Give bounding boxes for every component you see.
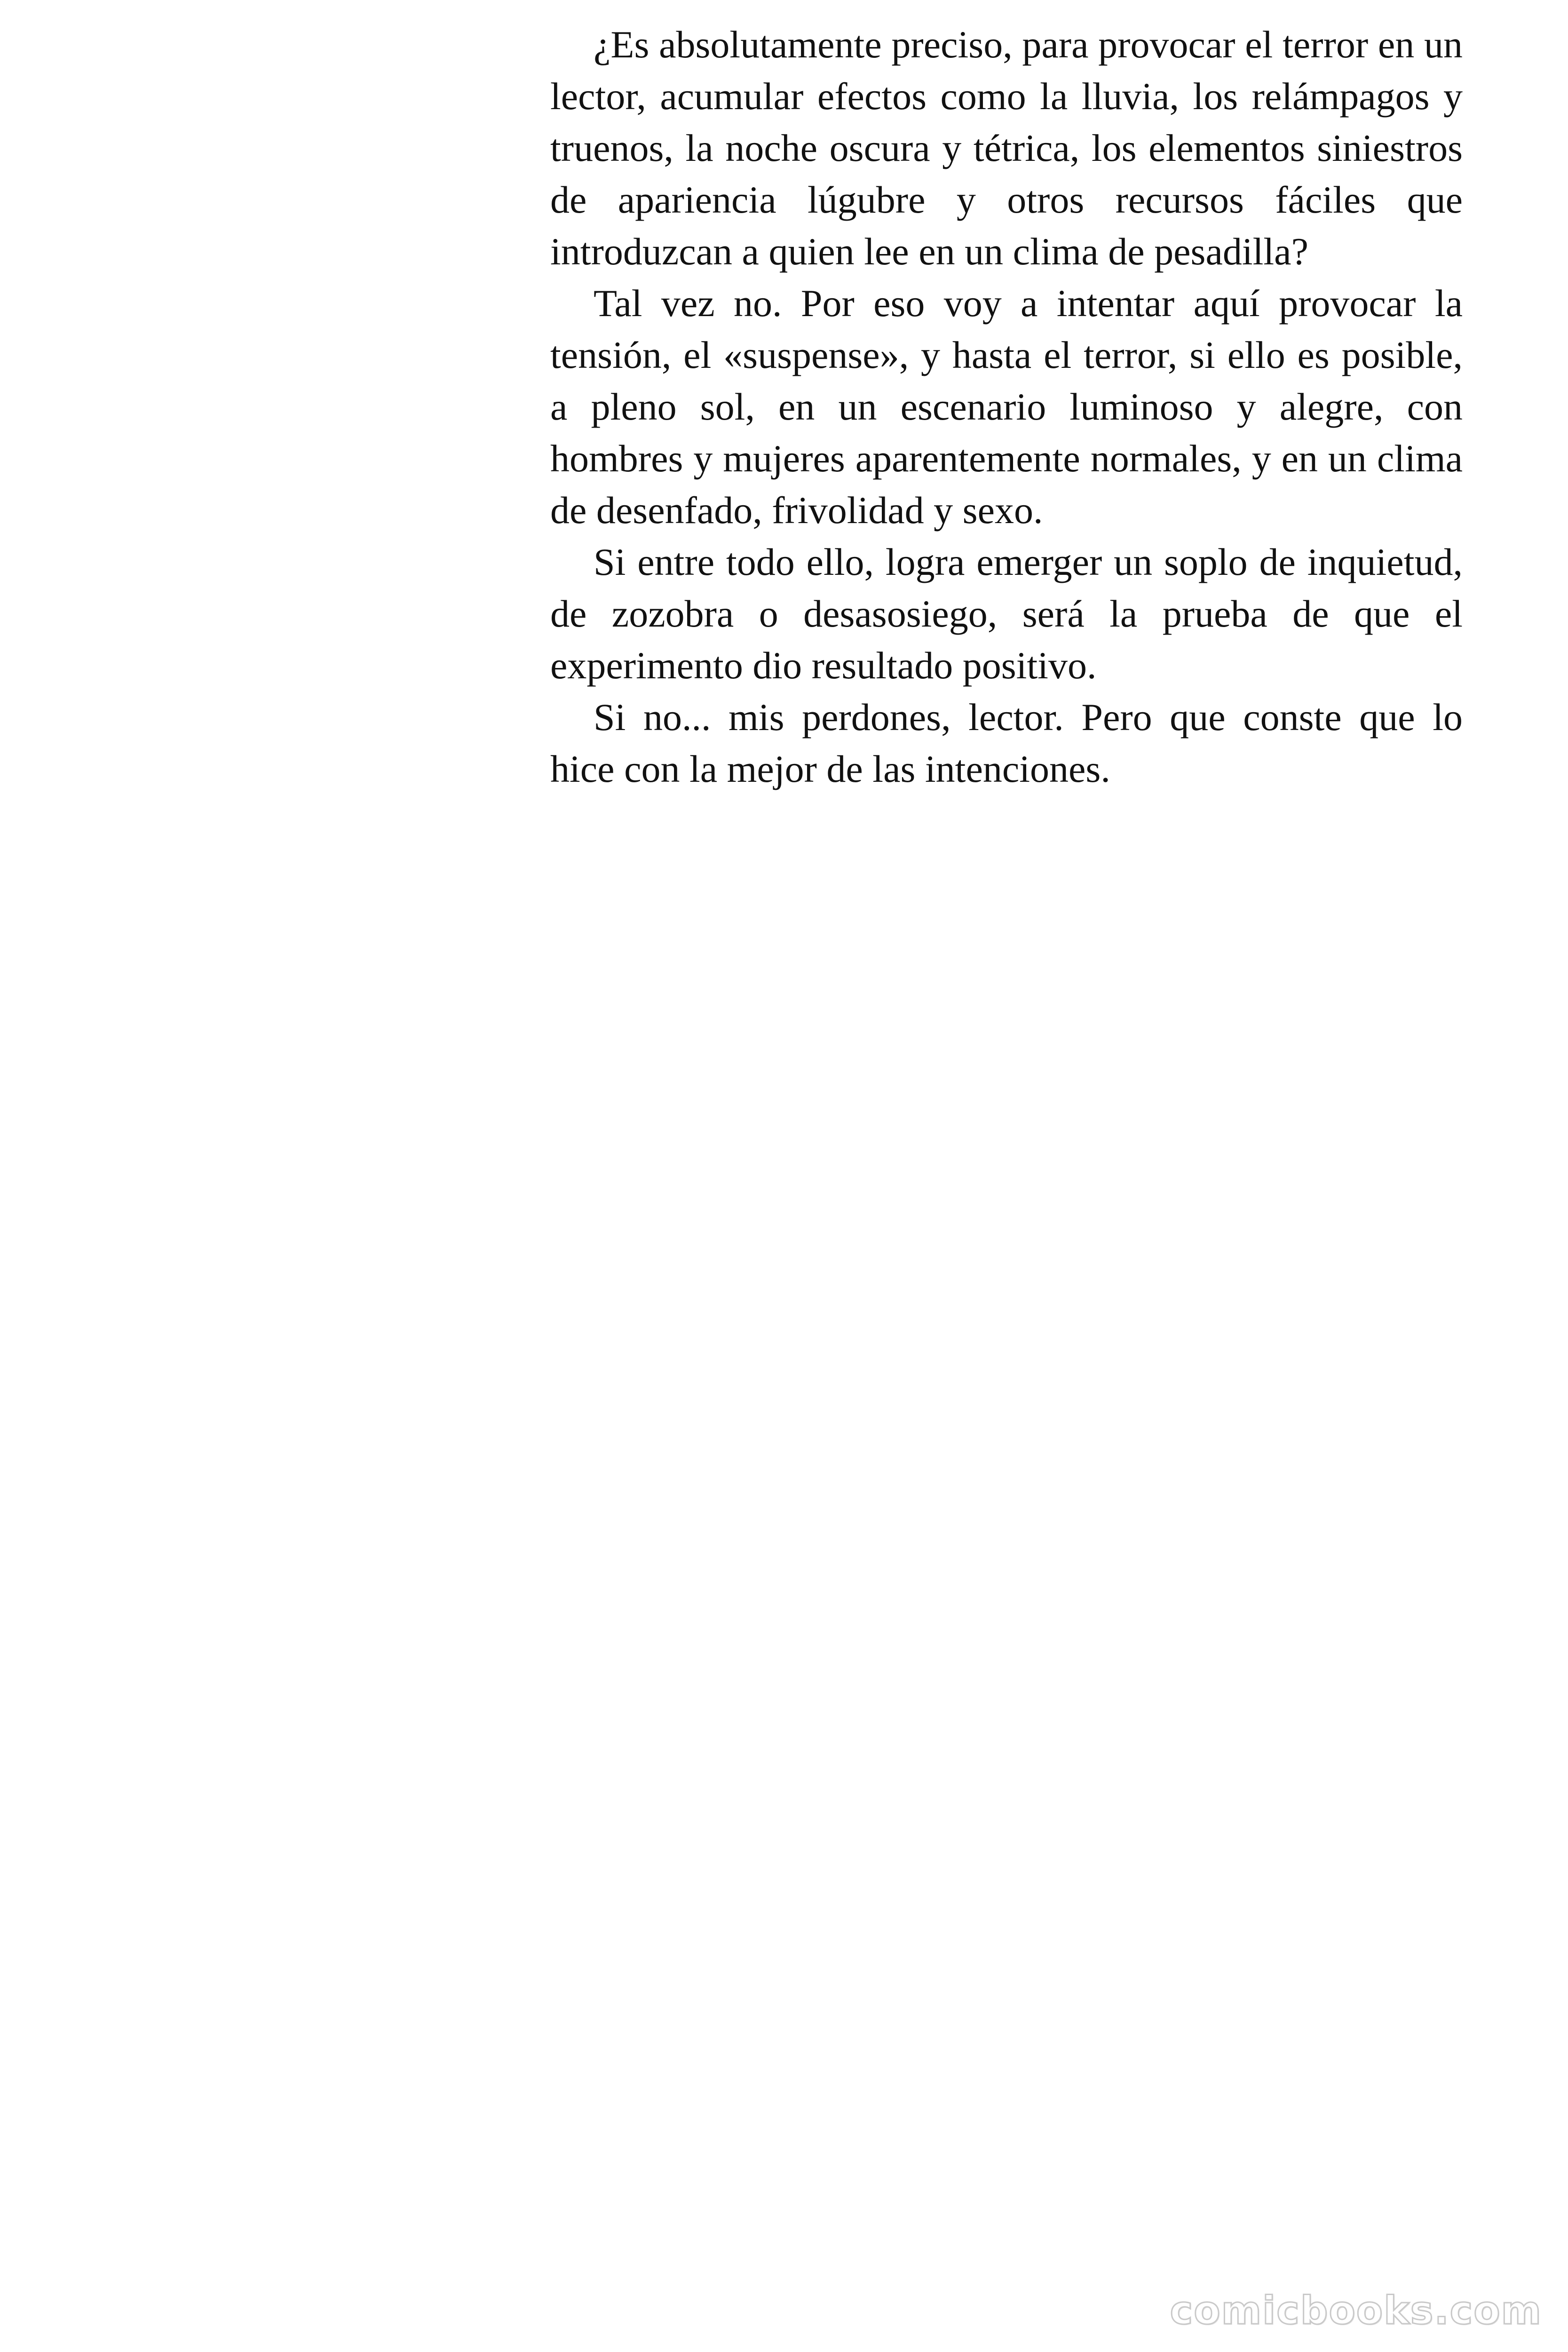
paragraph: ¿Es absolutamente preciso, para provocar el terror en un lector, acumular efectos como la lluvia, los relámpagos y truenos, la noche oscura y tétrica, los elementos siniestros de apariencia lúgubre y otros recursos fáciles que introduzcan a quien lee en un clima de pesadilla? — [550, 23, 1463, 273]
body-text — [550, 19, 1463, 795]
paragraph: Si entre todo ello, logra emerger un soplo de inquietud, de zozobra o desasosiego, será la prueba de que el experimento dio resultado positivo. — [550, 540, 1463, 687]
watermark: comicbooks.com — [1170, 2288, 1542, 2333]
paragraph: Tal vez no. Por eso voy a intentar aquí provocar la tensión, el «suspense», y hasta el terror, si ello es posible, a pleno sol, en un escenario luminoso y alegre, con hombres y mujeres aparentemente normales, y en un clima de desenfado, frivolidad y sexo. — [550, 282, 1463, 532]
paragraph: Si no... mis perdones, lector. Pero que conste que lo hice con la mejor de las intenciones. — [550, 696, 1463, 790]
